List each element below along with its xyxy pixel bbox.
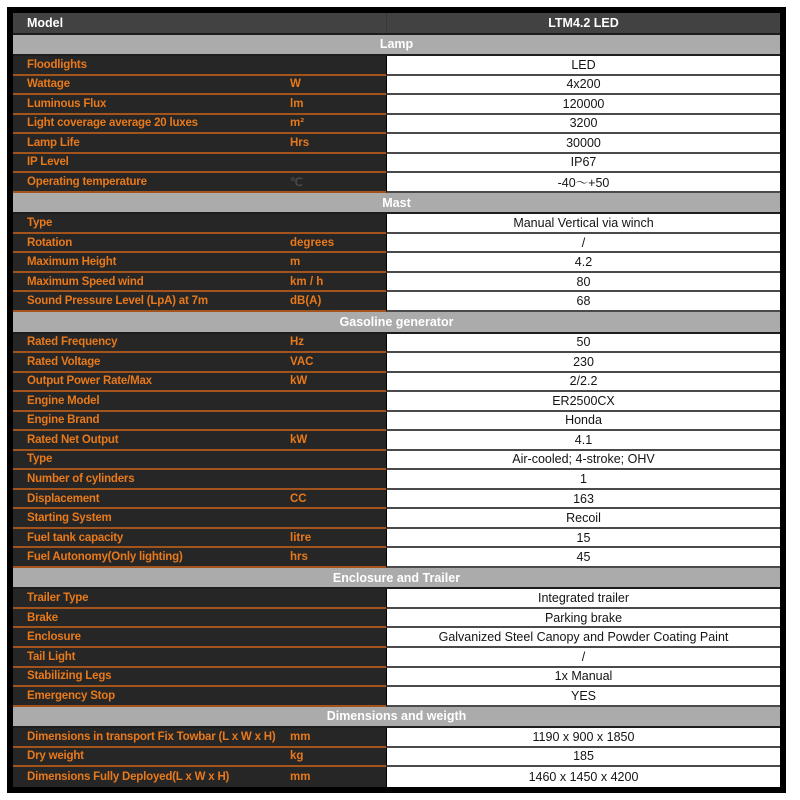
spec-value: 1190 x 900 x 1850 <box>386 728 780 748</box>
spec-label: Maximum Height <box>27 256 117 269</box>
spec-label: Wattage <box>27 78 70 91</box>
spec-label: Sound Pressure Level (LpA) at 7m <box>27 295 208 308</box>
spec-label: Floodlights <box>27 58 87 71</box>
spec-row <box>13 392 780 412</box>
spec-unit: kW <box>290 433 308 446</box>
spec-row-dark-cells <box>13 431 386 451</box>
spec-row-dark-cells <box>13 154 386 174</box>
spec-row <box>13 234 780 254</box>
spec-value: 68 <box>386 292 780 312</box>
section-band <box>13 312 780 334</box>
spec-label-cell <box>13 609 290 627</box>
spec-row <box>13 748 780 768</box>
spec-label-cell <box>13 353 290 371</box>
spec-unit <box>290 470 386 488</box>
section-title: Mast <box>382 195 411 210</box>
spec-row <box>13 668 780 688</box>
spec-label: Dimensions Fully Deployed(L x W x H) <box>27 770 230 783</box>
spec-label-cell <box>13 173 290 191</box>
spec-row-dark-cells <box>13 253 386 273</box>
spec-value: IP67 <box>386 154 780 174</box>
spec-row <box>13 687 780 707</box>
spec-label-cell <box>13 767 290 787</box>
spec-unit: mm <box>290 730 311 743</box>
spec-row <box>13 490 780 510</box>
section-title: Lamp <box>379 37 414 52</box>
spec-label: Rotation <box>27 236 73 249</box>
spec-row-dark-cells <box>13 412 386 432</box>
spec-unit: kW <box>290 375 308 388</box>
spec-value: / <box>386 234 780 254</box>
spec-label-cell <box>13 451 290 469</box>
spec-label: Dimensions in transport Fix Towbar (L x W x H) <box>27 730 276 743</box>
spec-row <box>13 154 780 174</box>
spec-row <box>13 431 780 451</box>
spec-row <box>13 509 780 529</box>
spec-value: 230 <box>386 353 780 373</box>
spec-label-cell <box>13 529 290 547</box>
spec-value: Manual Vertical via winch <box>386 214 780 234</box>
spec-label-cell <box>13 470 290 488</box>
spec-value: 4.2 <box>386 253 780 273</box>
spec-row-dark-cells <box>13 115 386 135</box>
spec-row <box>13 529 780 549</box>
spec-unit <box>290 154 386 172</box>
spec-row-dark-cells <box>13 334 386 354</box>
spec-label-cell <box>13 687 290 705</box>
spec-label: Enclosure <box>27 631 81 644</box>
spec-value: 1x Manual <box>386 668 780 688</box>
spec-value: 185 <box>386 748 780 768</box>
spec-label-cell <box>13 490 290 508</box>
spec-unit <box>290 668 386 686</box>
spec-row <box>13 76 780 96</box>
spec-unit: ℃ <box>290 177 303 190</box>
spec-label-cell <box>13 154 290 172</box>
spec-row <box>13 373 780 393</box>
spec-label: Type <box>27 217 53 230</box>
spec-unit: Hrs <box>290 136 310 149</box>
spec-row <box>13 609 780 629</box>
spec-row-dark-cells <box>13 648 386 668</box>
spec-label-cell <box>13 648 290 666</box>
spec-row <box>13 451 780 471</box>
spec-row <box>13 292 780 312</box>
spec-value: YES <box>386 687 780 707</box>
spec-row-dark-cells <box>13 490 386 510</box>
spec-unit: litre <box>290 531 312 544</box>
spec-value: / <box>386 648 780 668</box>
spec-value: 2/2.2 <box>386 373 780 393</box>
spec-value: Air-cooled; 4-stroke; OHV <box>386 451 780 471</box>
spec-row <box>13 412 780 432</box>
spec-label: Operating temperature <box>27 176 147 189</box>
model-header-row <box>13 13 780 35</box>
spec-row-dark-cells <box>13 373 386 393</box>
section-title: Dimensions and weigth <box>326 709 467 724</box>
spec-label: Engine Brand <box>27 414 100 427</box>
spec-value: 1 <box>386 470 780 490</box>
spec-label-cell <box>13 214 290 232</box>
spec-value: 4.1 <box>386 431 780 451</box>
spec-row <box>13 353 780 373</box>
spec-value: Honda <box>386 412 780 432</box>
section-band <box>13 193 780 215</box>
spec-label-cell <box>13 134 290 152</box>
section-band <box>13 568 780 590</box>
spec-value: ER2500CX <box>386 392 780 412</box>
spec-label: Number of cylinders <box>27 472 135 485</box>
spec-unit: m <box>290 256 301 269</box>
spec-row-dark-cells <box>13 628 386 648</box>
spec-label: Displacement <box>27 492 100 505</box>
spec-label: Rated Frequency <box>27 336 118 349</box>
spec-row <box>13 589 780 609</box>
spec-unit <box>290 687 386 705</box>
spec-row-dark-cells <box>13 273 386 293</box>
model-header-value: LTM4.2 LED <box>386 13 780 33</box>
spec-label: Trailer Type <box>27 592 89 605</box>
spec-row <box>13 648 780 668</box>
spec-row <box>13 470 780 490</box>
spec-label: Tail Light <box>27 650 76 663</box>
spec-value: 1460 x 1450 x 4200 <box>386 767 780 787</box>
spec-label: Output Power Rate/Max <box>27 375 152 388</box>
spec-unit <box>290 214 386 232</box>
spec-value: 80 <box>386 273 780 293</box>
spec-row <box>13 628 780 648</box>
spec-value: Galvanized Steel Canopy and Powder Coating Paint <box>386 628 780 648</box>
spec-label: Type <box>27 453 53 466</box>
spec-label: Stabilizing Legs <box>27 670 112 683</box>
spec-unit: dB(A) <box>290 295 322 308</box>
spec-label-cell <box>13 548 290 566</box>
spec-label: IP Level <box>27 156 69 169</box>
spec-row-dark-cells <box>13 76 386 96</box>
spec-row-dark-cells <box>13 392 386 412</box>
spec-unit: km / h <box>290 275 324 288</box>
spec-label-cell <box>13 668 290 686</box>
spec-row <box>13 56 780 76</box>
spec-row <box>13 173 780 193</box>
spec-row <box>13 767 780 787</box>
spec-unit: lm <box>290 97 304 110</box>
spec-label-cell <box>13 412 290 430</box>
spec-label-cell <box>13 392 290 410</box>
spec-sheet <box>7 7 786 793</box>
spec-row-dark-cells <box>13 470 386 490</box>
model-header-label: Model <box>27 15 64 30</box>
spec-unit: Hz <box>290 336 305 349</box>
spec-label-cell <box>13 509 290 527</box>
spec-label: Starting System <box>27 512 112 525</box>
spec-label: Lamp Life <box>27 136 80 149</box>
spec-row-dark-cells <box>13 214 386 234</box>
section-title: Gasoline generator <box>339 314 454 329</box>
section-band <box>13 35 780 57</box>
spec-unit: degrees <box>290 236 335 249</box>
spec-unit: hrs <box>290 551 308 564</box>
spec-row-dark-cells <box>13 173 386 193</box>
spec-value: 50 <box>386 334 780 354</box>
spec-row-dark-cells <box>13 56 386 76</box>
spec-value: Integrated trailer <box>386 589 780 609</box>
spec-row <box>13 253 780 273</box>
spec-row <box>13 95 780 115</box>
spec-unit <box>290 451 386 469</box>
spec-row-dark-cells <box>13 687 386 707</box>
spec-value: 120000 <box>386 95 780 115</box>
section-title: Enclosure and Trailer <box>332 570 461 585</box>
spec-label-cell <box>13 115 290 133</box>
spec-unit <box>290 589 386 607</box>
spec-label: Engine Model <box>27 394 100 407</box>
spec-unit <box>290 509 386 527</box>
spec-label: Rated Voltage <box>27 355 101 368</box>
spec-value: 45 <box>386 548 780 568</box>
spec-unit: mm <box>290 770 311 783</box>
spec-unit <box>290 628 386 646</box>
spec-label-cell <box>13 253 290 271</box>
spec-label: Brake <box>27 611 58 624</box>
spec-label-cell <box>13 234 290 252</box>
spec-value: LED <box>386 56 780 76</box>
spec-value: 15 <box>386 529 780 549</box>
spec-row <box>13 334 780 354</box>
spec-value: 3200 <box>386 115 780 135</box>
spec-label: Emergency Stop <box>27 689 115 702</box>
spec-unit <box>290 392 386 410</box>
spec-row-dark-cells <box>13 134 386 154</box>
spec-table <box>13 13 780 787</box>
section-band <box>13 707 780 729</box>
spec-row-dark-cells <box>13 95 386 115</box>
spec-label: Dry weight <box>27 750 84 763</box>
spec-value: -40～+50 <box>386 173 780 193</box>
spec-row <box>13 728 780 748</box>
spec-label-cell <box>13 728 290 746</box>
spec-label-cell <box>13 273 290 291</box>
spec-label: Maximum Speed wind <box>27 275 144 288</box>
spec-label-cell <box>13 373 290 391</box>
spec-label-cell <box>13 76 290 94</box>
spec-unit <box>290 412 386 430</box>
spec-row-dark-cells <box>13 509 386 529</box>
spec-unit: CC <box>290 492 307 505</box>
spec-label: Rated Net Output <box>27 433 119 446</box>
spec-row-dark-cells <box>13 589 386 609</box>
spec-unit <box>290 648 386 666</box>
spec-label-cell <box>13 95 290 113</box>
spec-label: Fuel tank capacity <box>27 531 124 544</box>
spec-row-dark-cells <box>13 353 386 373</box>
spec-row-dark-cells <box>13 529 386 549</box>
spec-row <box>13 548 780 568</box>
spec-unit: m² <box>290 117 305 130</box>
spec-unit: kg <box>290 750 304 763</box>
spec-row-dark-cells <box>13 767 386 787</box>
spec-label: Luminous Flux <box>27 97 107 110</box>
spec-label-cell <box>13 431 290 449</box>
spec-label-cell <box>13 292 290 310</box>
spec-row-dark-cells <box>13 451 386 471</box>
spec-row-dark-cells <box>13 668 386 688</box>
spec-row-dark-cells <box>13 728 386 748</box>
spec-unit <box>290 609 386 627</box>
spec-value: 4x200 <box>386 76 780 96</box>
spec-value: 30000 <box>386 134 780 154</box>
spec-value: Parking brake <box>386 609 780 629</box>
spec-row-dark-cells <box>13 748 386 768</box>
spec-label-cell <box>13 56 290 74</box>
spec-row <box>13 115 780 135</box>
spec-row <box>13 273 780 293</box>
spec-row-dark-cells <box>13 609 386 629</box>
spec-row <box>13 134 780 154</box>
spec-label: Fuel Autonomy(Only lighting) <box>27 551 183 564</box>
spec-unit: W <box>290 78 301 91</box>
spec-unit: VAC <box>290 355 314 368</box>
spec-label: Light coverage average 20 luxes <box>27 117 198 130</box>
spec-row-dark-cells <box>13 234 386 254</box>
spec-row <box>13 214 780 234</box>
spec-value: Recoil <box>386 509 780 529</box>
spec-row-dark-cells <box>13 548 386 568</box>
spec-label-cell <box>13 334 290 352</box>
spec-row-dark-cells <box>13 292 386 312</box>
spec-label-cell <box>13 748 290 766</box>
spec-label-cell <box>13 628 290 646</box>
spec-value: 163 <box>386 490 780 510</box>
spec-label-cell <box>13 589 290 607</box>
spec-unit <box>290 56 386 74</box>
